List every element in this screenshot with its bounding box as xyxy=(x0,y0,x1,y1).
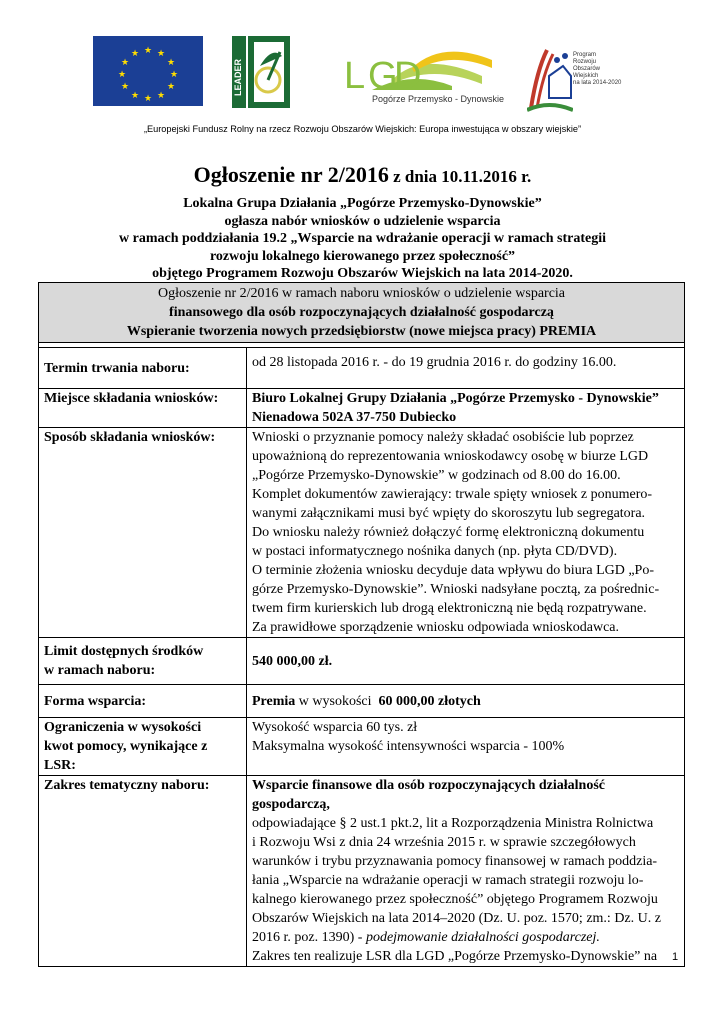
header-line-4: rozwoju lokalnego kierowanego przez społeczność” xyxy=(209,249,516,264)
svg-text:L: L xyxy=(344,55,366,97)
svg-text:★: ★ xyxy=(156,49,166,59)
page-number: 1 xyxy=(672,951,679,963)
value-zakres: Wsparcie finansowe dla osób rozpoczynających działalność gospodarczą, odpowiadające § 2 ust.1 pkt.2, lit a Rozporządzenia Ministra Rolnictwa i Rozwoju Wsi z dnia 24 września 2015 r. w sprawie szczegółowych warunków i trybu przyznawania pomocy finansowej w ramach poddzia- łania „Wsparcie na wdrażanie operacji w ramach strategii rozwoju lo- kalnego kierowanego przez społeczność” objętego Programem Rozwoju Obszarów Wiejskich na lata 2014–2020 (Dz. U. poz. 1570; zm.: Dz. U. z 2016 r. poz. 1390) - podejmowanie działalności gospodarczej. Zakres ten realizuje LSR dla LGD „Pogórze Przemysko-Dynowskie” na xyxy=(247,776,685,967)
svg-text:G: G xyxy=(368,55,398,97)
lgd-logo xyxy=(342,40,505,108)
value-limit: 540 000,00 zł. xyxy=(247,638,685,685)
banner-cell xyxy=(39,283,685,343)
svg-text:★: ★ xyxy=(120,58,130,68)
label-termin: Termin trwania naboru: xyxy=(39,348,247,389)
value-sposob: Wnioski o przyznanie pomocy należy składać osobiście lub poprzez upoważnioną do reprezentowania wnioskodawcy osobę w biurze LGD „Pogórze Przemysko-Dynowskie” w godzinach od 8.00 do 16.00. Komplet dokumentów zawierający: trwale spięty wniosek z ponumero- wanymi załącznikami musi być wpięty do skoroszytu lub segregatora. Do wniosku należy również dołączyć formę elektroniczną dokumentu w postaci informatycznego nośnika danych (np. płyta CD/DVD). O terminie złożenia wniosku decyduje data wpływu do biura LGD „Po- górze Przemysko-Dynowskie”. Wnioski nadsyłane pocztą, za pośrednic- twem firm kurierskich lub drogą elektroniczną nie będą rozpatrywane. Za prawidłowe sporządzenie wniosku odpowiada wnioskodawca. xyxy=(247,428,685,638)
svg-text:★: ★ xyxy=(117,70,127,80)
label-forma: Forma wsparcia: xyxy=(39,685,247,718)
value-ograniczenia: Wysokość wsparcia 60 tys. zł Maksymalna wysokość intensywności wsparcia - 100% xyxy=(247,718,685,776)
banner-line-2: finansowego dla osób rozpoczynających działalność gospodarczą xyxy=(169,305,554,320)
svg-text:★: ★ xyxy=(120,82,130,92)
row-forma xyxy=(39,685,685,718)
lgd-logo-subtitle: Pogórze Przemysko - Dynowskie xyxy=(372,94,505,104)
page-title: Ogłoszenie nr 2/2016 z dnia 10.11.2016 r. xyxy=(193,162,532,187)
svg-text:★: ★ xyxy=(166,58,176,68)
svg-text:★: ★ xyxy=(166,82,176,92)
eafrd-caption: „Europejski Fundusz Rolny na rzecz Rozwoju Obszarów Wiejskich: Europa inwestująca w obszary wiejskie” xyxy=(143,124,582,134)
label-miejsce: Miejsce składania wniosków: xyxy=(39,389,247,428)
row-termin xyxy=(39,348,685,389)
svg-text:★: ★ xyxy=(130,91,140,101)
label-ograniczenia: Ograniczenia w wysokości kwot pomocy, wynikające z LSR: xyxy=(39,718,247,776)
label-zakres: Zakres tematyczny naboru: xyxy=(39,776,247,967)
svg-text:★: ★ xyxy=(130,49,140,59)
svg-text:LEADER: LEADER xyxy=(233,58,243,96)
value-miejsce: Biuro Lokalnej Grupy Działania „Pogórze Przemysko - Dynowskie” Nienadowa 502A 37-750 Dubiecko xyxy=(247,389,685,428)
header-line-3: w ramach poddziałania 19.2 „Wsparcie na wdrażanie operacji w ramach strategii xyxy=(119,231,606,246)
header-line-5: objętego Programem Rozwoju Obszarów Wiejskich na lata 2014-2020. xyxy=(152,266,573,281)
eu-flag-logo xyxy=(93,36,203,106)
banner-row xyxy=(39,283,685,343)
value-forma: Premia w wysokości 60 000,00 złotych xyxy=(247,685,685,718)
row-zakres xyxy=(39,776,685,967)
banner-line-3: Wspieranie tworzenia nowych przedsiębiorstw (nowe miejsca pracy) PREMIA xyxy=(126,324,597,339)
svg-text:D: D xyxy=(394,55,422,97)
label-sposob: Sposób składania wniosków: xyxy=(39,428,247,638)
prow-logo-text: Program Rozwoju Obszarów Wiejskich na lata 2014-2020 xyxy=(573,52,622,86)
row-sposob xyxy=(39,428,685,638)
svg-text:★: ★ xyxy=(143,46,153,56)
svg-text:★: ★ xyxy=(169,70,179,80)
prow-logo xyxy=(527,40,627,112)
banner-line-1: Ogłoszenie nr 2/2016 w ramach naboru wniosków o udzielenie wsparcia xyxy=(157,286,566,301)
svg-text:★: ★ xyxy=(156,91,166,101)
eu-stars-icon xyxy=(93,36,203,106)
header-line-2: ogłasza nabór wniosków o udzielenie wsparcia xyxy=(224,214,501,229)
value-termin: od 28 listopada 2016 r. - do 19 grudnia 2016 r. do godziny 16.00. xyxy=(247,348,685,389)
header-line-1: Lokalna Grupa Działania „Pogórze Przemysko-Dynowskie” xyxy=(183,196,542,211)
svg-text:★: ★ xyxy=(143,94,153,104)
row-limit xyxy=(39,638,685,685)
logo-bar xyxy=(0,34,725,114)
row-ograniczenia xyxy=(39,718,685,776)
row-miejsce xyxy=(39,389,685,428)
label-limit: Limit dostępnych środków w ramach naboru: xyxy=(39,638,247,685)
leader-logo xyxy=(230,36,290,108)
announcement-table xyxy=(38,282,685,967)
